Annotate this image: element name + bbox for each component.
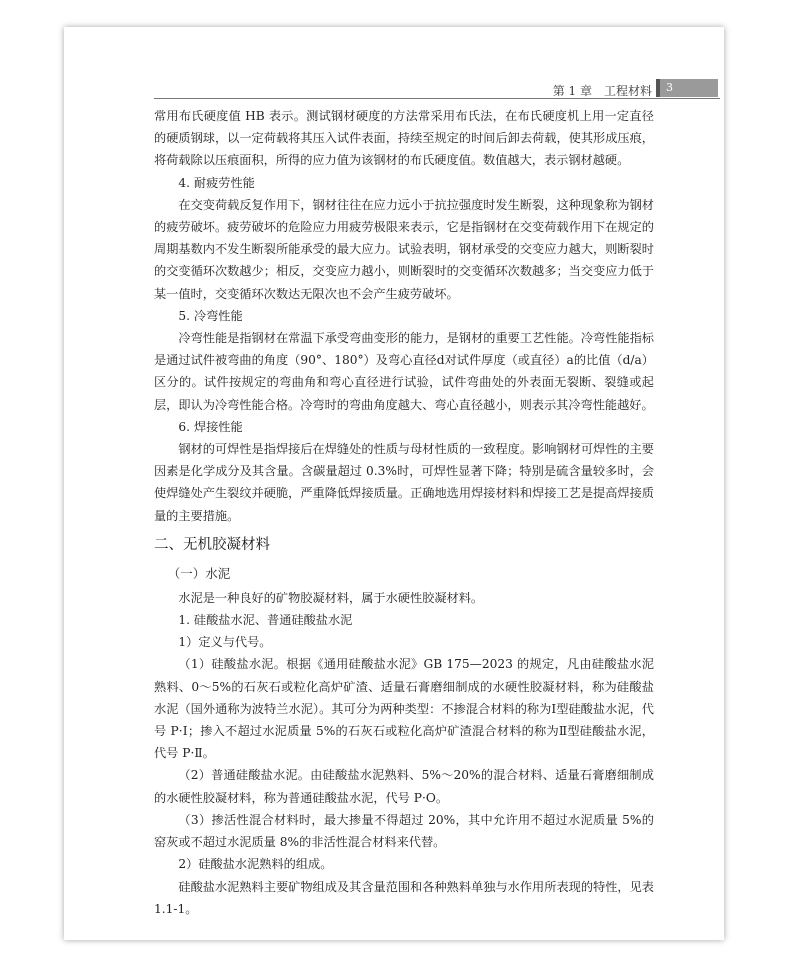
running-header xyxy=(64,83,724,97)
subsection-title: （一）水泥 xyxy=(167,565,231,581)
paragraph: 冷弯性能是指钢材在常温下承受弯曲变形的能力，是钢材的重要工艺性能。冷弯性能指标是通过试件被弯曲的角度（90°、180°）及弯心直径d对试件厚度（或直径）a的比值（d/a）区分的。试件按规定的弯曲角和弯心直径进行试验，试件弯曲处的外表面无裂断、裂缝或起层，即认为冷弯性能合格。冷弯时的弯曲角度越大、弯心直径越小，则表示其冷弯性能越好。 xyxy=(154,331,654,412)
paragraph: （3）掺活性混合材料时，最大掺量不得超过 20%，其中允许用不超过水泥质量 5%的窑灰或不超过水泥质量 8%的非活性混合材料来代替。 xyxy=(154,812,654,850)
subsection-heading: 4. 耐疲劳性能 xyxy=(178,175,255,190)
section-heading: 二、无机胶凝材料 xyxy=(154,536,270,553)
chapter-title: 第 1 章 工程材料 xyxy=(552,84,652,98)
page-number-tab xyxy=(656,79,718,97)
paragraph: （2）普通硅酸盐水泥。由硅酸盐水泥熟料、5%～20%的混合材料、适量石膏磨细制成的水硬性胶凝材料，称为普通硅酸盐水泥，代号 P·O。 xyxy=(154,768,654,805)
paragraph: 在交变荷载反复作用下，钢材往往在应力远小于抗拉强度时发生断裂，这种现象称为钢材的疲劳破坏。疲劳破坏的危险应力用疲劳极限来表示，它是指钢材在交变荷载作用下在规定的周期基数内不发生断裂所能承受的最大应力。试验表明，钢材承受的交变应力越大，则断裂时的交变循环次数越少；相反，交变应力越小，则断裂时的交变循环次数越多；当交变应力低于某一值时，交变循环次数达无限次也不会产生疲劳破坏。 xyxy=(154,197,654,301)
paragraph: 常用布氏硬度值 HB 表示。测试钢材硬度的方法常采用布氏法，在布氏硬度机上用一定直径的硬质钢球，以一定荷载将其压入试件表面，持续至规定的时间后卸去荷载，使其形成压痕，将荷载除以压痕面积，所得的应力值为该钢材的布氏硬度值。数值越大，表示钢材越硬。 xyxy=(154,109,654,168)
paragraph: 钢材的可焊性是指焊接后在焊缝处的性质与母材性质的一致程度。影响钢材可焊性的主要因素是化学成分及其含量。含碳量超过 0.3%时，可焊性显著下降；特别是硫含量较多时，会使焊缝处产生裂纹并硬脆，严重降低焊接质量。正确地选用焊接材料和焊接工艺是提高焊接质量的主要措施。 xyxy=(154,442,654,523)
paragraph: 水泥是一种良好的矿物胶凝材料，属于水硬性胶凝材料。 xyxy=(178,590,484,605)
subsection-heading: 6. 焊接性能 xyxy=(178,419,243,434)
subsection-heading: 1. 硅酸盐水泥、普通硅酸盐水泥 xyxy=(178,613,353,628)
paragraph: （1）硅酸盐水泥。根据《通用硅酸盐水泥》GB 175—2023 的规定，凡由硅酸盐水泥熟料、0～5%的石灰石或粒化高炉矿渣、适量石膏磨细制成的水硬性胶凝材料，称为硅酸盐水泥（国外通称为波特兰水泥）。其可分为两种类型：不掺混合材料的称为Ⅰ型硅酸盐水泥，代号 P·Ⅰ；掺入不超过水泥质量 5%的石灰石或粒化高炉矿渣混合材料的称为Ⅱ型硅酸盐水泥，代号 P·Ⅱ。 xyxy=(154,657,654,761)
paragraph: 硅酸盐水泥熟料主要矿物组成及其含量范围和各种熟料单独与水作用所表现的特性，见表 1.1-1。 xyxy=(154,879,654,916)
body-text xyxy=(154,105,654,920)
item-heading: 2）硅酸盐水泥熟料的组成。 xyxy=(178,857,333,872)
page-number: 3 xyxy=(666,81,673,94)
header-rule xyxy=(154,98,720,99)
item-heading: 1）定义与代号。 xyxy=(178,635,272,650)
book-page xyxy=(64,27,724,940)
subsection-heading: 5. 冷弯性能 xyxy=(178,308,243,323)
